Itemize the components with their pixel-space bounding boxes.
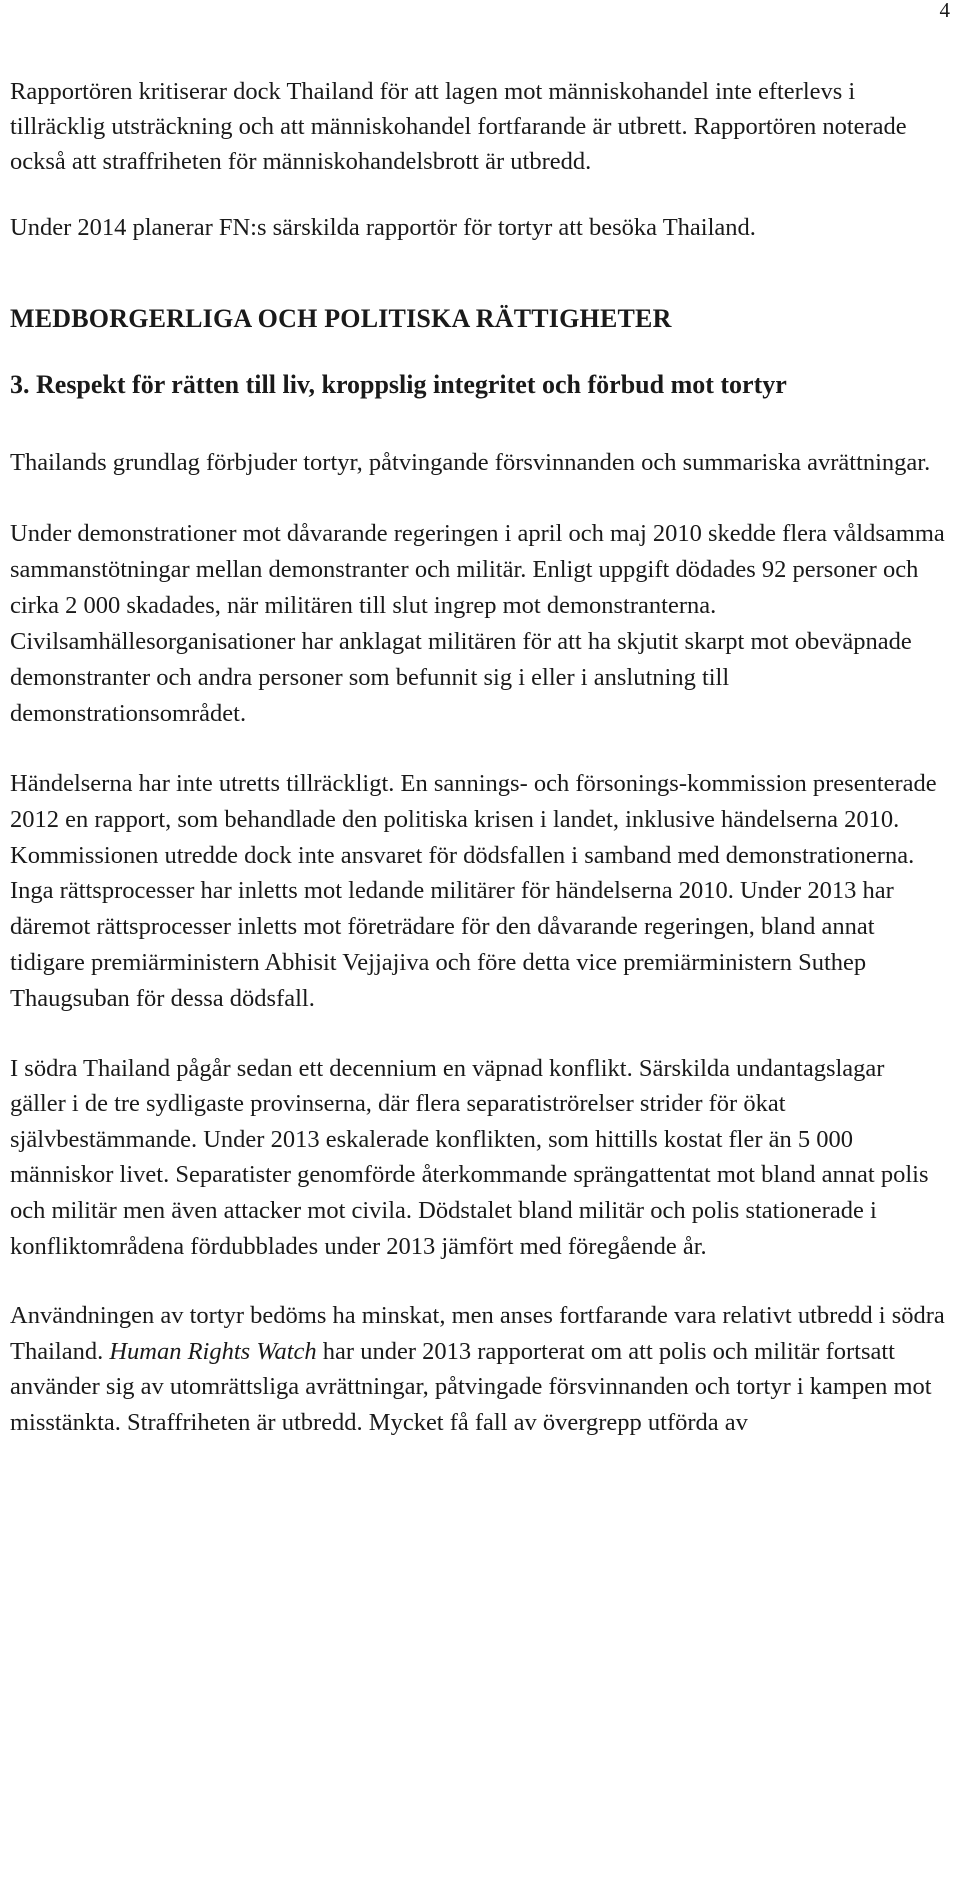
paragraph-text-part-1: Användningen av tortyr bedöms ha minskat, men anses fortfarande vara relativt utbredd i södra Thailand. [10,1302,945,1365]
paragraph-text-part-2: har under 2013 rapporterat om att polis och militär fortsatt använder sig av utomrättsliga avrättningar, påtvingade försvinnanden och tortyr i kampen mot misstänkta. Straffriheten är utbredd. Mycket få fall av övergrepp utförda av [10,1337,932,1436]
paragraph-torture-south-thailand [10,1298,945,1440]
hrw-organization-name: Human Rights Watch [109,1337,317,1365]
subsection-heading-right-to-life: 3. Respekt för rätten till liv, kroppslig integritet och förbud mot tortyr [10,370,787,399]
paragraph-constitution-prohibits-torture: Thailands grundlag förbjuder tortyr, påtvingande försvinnanden och summariska avrättningar. [10,449,931,476]
paragraph-torture-rapporteur-visit: Under 2014 planerar FN:s särskilda rapportör för tortyr att besöka Thailand. [10,214,756,241]
paragraph-trafficking-criticism: Rapportören kritiserar dock Thailand för att lagen mot människohandel inte efterlevs i tillräcklig utsträckning och att människohandel fortfarande är utbrett. Rapportören noterade också att straffriheten för människohandelsbrott är utbredd. [10,78,907,175]
paragraph-insufficient-investigation: Händelserna har inte utretts tillräckligt. En sannings- och försonings-kommission presenterade 2012 en rapport, som behandlade den politiska krisen i landet, inklusive händelserna 2010. Kommissionen utredde dock inte ansvaret för dödsfallen i samband med demonstrationerna. Inga rättsprocesser har inletts mot ledande militärer för händelserna 2010. Under 2013 har däremot rättsprocesser inletts mot företrädare för den dåvarande regeringen, bland annat tidigare premiärministern Abhisit Vejjajiva och före detta vice premiärministern Suthep Thaugsuban för dessa dödsfall. [10,770,937,1012]
paragraph-2010-demonstrations: Under demonstrationer mot dåvarande regeringen i april och maj 2010 skedde flera våldsamma sammanstötningar mellan demonstranter och militär. Enligt uppgift dödades 92 personer och cirka 2 000 skadades, när militären till slut ingrep mot demonstranterna. Civilsamhällesorganisationer har anklagat militären för att ha skjutit skarpt mot obeväpnade demonstranter och andra personer som befunnit sig i eller i anslutning till demonstrationsområdet. [10,520,945,727]
page-number: 4 [939,0,950,22]
document-body [10,74,945,1441]
paragraph-southern-conflict: I södra Thailand pågår sedan ett decennium en väpnad konflikt. Särskilda undantagslagar gäller i de tre sydligaste provinserna, där flera separatiströrelser strider för ökat självbestämmande. Under 2013 eskalerade konflikten, som hittills kostat fler än 5 000 människor livet. Separatister genomförde återkommande sprängattentat mot bland annat polis och militär men även attacker mot civila. Dödstalet bland militär och polis stationerade i konfliktområdena fördubblades under 2013 jämfört med föregående år. [10,1054,929,1260]
section-heading-civil-political-rights: MEDBORGERLIGA OCH POLITISKA RÄTTIGHETER [10,304,672,333]
